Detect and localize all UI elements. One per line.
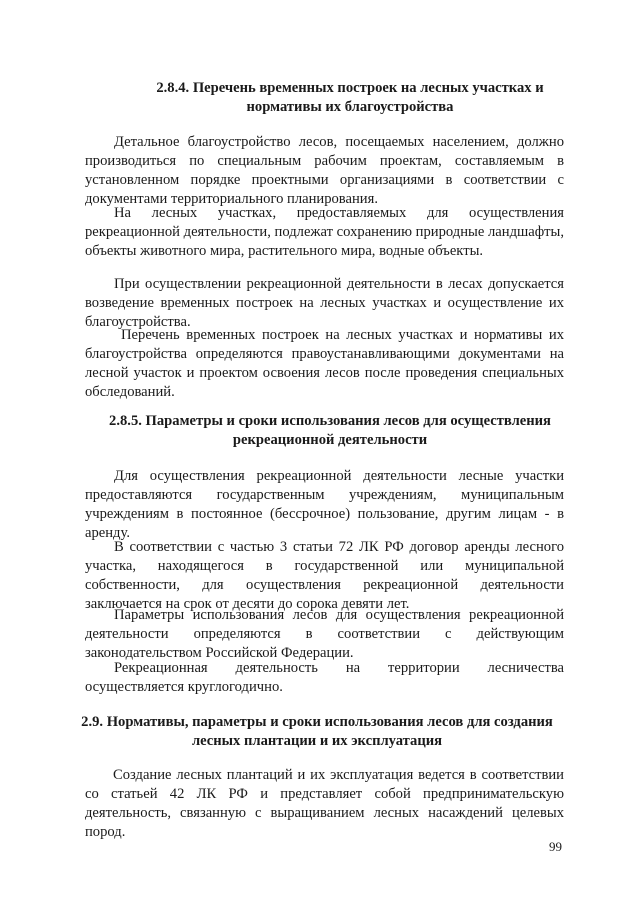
paragraph: На лесных участках, предоставляемых для осуществления рекреационной деятельности, подлежат сохранению природные ландшафты, объекты животного мира, растительного мира, водные объекты.: [85, 205, 564, 259]
heading-line: нормативы их благоустройства: [246, 99, 454, 115]
heading-line: 2.9. Нормативы, параметры и сроки использования лесов для создания: [81, 714, 553, 730]
paragraph: Детальное благоустройство лесов, посещаемых населением, должно производиться по специальным рабочим проектам, составляемым в установленном порядке проектными организациями в соответствии с документами территориального планирования.: [85, 134, 564, 207]
paragraph: Рекреационная деятельность на территории лесничества осуществляется круглогодично.: [85, 660, 564, 695]
paragraph: Параметры использования лесов для осуществления рекреационной деятельности определяются в соответствии с действующим законодательством Российской Федерации.: [85, 607, 564, 661]
heading-line: 2.8.5. Параметры и сроки использования лесов для осуществления: [109, 413, 551, 429]
paragraph: Создание лесных плантаций и их эксплуатация ведется в соответствии со статьей 42 ЛК РФ и представляет собой предпринимательскую деятельность, связанную с выращиванием лесных насаждений целевых пород.: [85, 767, 564, 840]
paragraph: Для осуществления рекреационной деятельности лесные участки предоставляются государственным учреждениям, муниципальным учреждениям в постоянное (бессрочное) пользование, другим лицам - в аренду.: [85, 468, 564, 541]
paragraph: В соответствии с частью 3 статьи 72 ЛК РФ договор аренды лесного участка, находящегося в государственной или муниципальной собственности, для осуществления рекреационной деятельности заключается на срок от десяти до сорока девяти лет.: [85, 539, 564, 612]
page-number: 99: [549, 839, 562, 854]
heading-line: рекреационной деятельности: [232, 432, 428, 448]
heading-line: лесных плантации и их эксплуатация: [191, 733, 443, 749]
paragraph: Перечень временных построек на лесных участках и нормативы их благоустройства определяются правоустанавливающими документами на лесной участок и проектом освоения лесов после проведения специальных обследований.: [85, 327, 564, 400]
heading-line: 2.8.4. Перечень временных построек на лесных участках и: [156, 80, 544, 96]
section-heading-2-8-5: [80, 412, 580, 450]
section-heading-2-9: [52, 713, 582, 751]
section-heading-2-8-4: [100, 79, 600, 117]
paragraph: При осуществлении рекреационной деятельности в лесах допускается возведение временных построек на лесных участках и осуществление их благоустройства.: [85, 276, 564, 330]
